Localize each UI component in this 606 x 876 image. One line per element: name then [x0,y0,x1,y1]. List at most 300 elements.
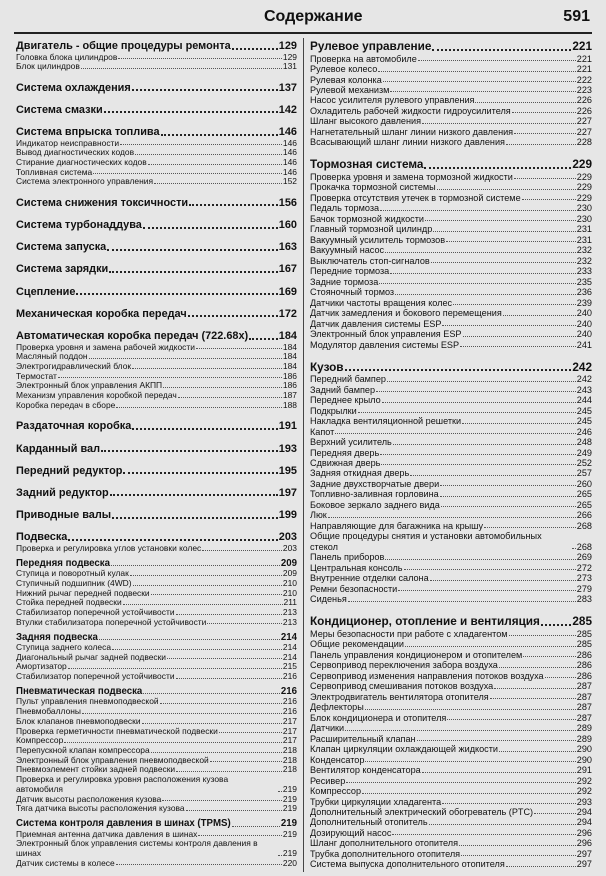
dot-leader [104,111,278,113]
toc-page-number: 216 [280,686,297,698]
dot-leader [417,740,576,741]
toc-page-number: 243 [576,384,592,395]
dot-leader [348,601,576,602]
toc-page-number: 219 [282,783,297,794]
page-number: 591 [563,8,590,25]
toc-page-number: 163 [278,241,297,254]
toc-entry-title: Вакуумный насос [310,245,385,256]
dot-leader [376,391,576,392]
toc-page-number: 218 [282,744,297,755]
dot-leader [410,475,576,476]
toc-entry-title: Передние тормоза [310,266,390,277]
toc-page-number: 169 [278,285,297,298]
toc-section [310,158,592,172]
dot-leader [68,539,277,541]
toc-right-column [310,40,592,870]
toc-page-number: 211 [283,597,297,608]
page-header [14,6,592,34]
toc-page-number: 296 [576,827,592,838]
toc-page-number: 226 [576,105,592,116]
dot-leader [160,703,282,704]
toc-entry [310,671,592,681]
toc-entry-title: Капот [310,426,335,437]
toc-page-number: 209 [282,568,297,579]
toc-entry-title: Кузов [310,360,344,374]
toc-entry [310,395,592,405]
toc-entry-title: Масляный поддон [16,351,88,362]
dot-leader [202,550,282,551]
toc-entry-title: Проверка уровня и замена рабочей жидкости [16,341,195,352]
toc-page-number: 229 [576,182,592,193]
toc-entry-title: Топливная система [16,166,93,177]
dot-leader [198,835,282,836]
toc-entry [310,692,592,702]
toc-entry-title: Система снижения токсичности [16,196,189,209]
toc-page-number: 231 [576,224,592,235]
toc-page-number: 273 [576,573,592,584]
toc-page-number: 213 [282,616,297,627]
toc-page-number: 152 [282,176,297,187]
dot-leader [176,678,282,679]
toc-page-number: 214 [282,641,297,652]
toc-entry-title: Расширительный клапан [310,733,416,744]
toc-entry [310,629,592,639]
toc-entry-title: Задние тормоза [310,276,379,287]
toc-page-number: 129 [278,40,297,52]
toc-section [310,615,592,629]
toc-page-number: 222 [576,74,592,85]
toc-entry [310,458,592,468]
toc-entry [310,319,592,329]
toc-entry-title: Вывод диагностических кодов [16,147,135,158]
dot-leader [512,112,576,113]
toc-entry-title: Передняя подвеска [16,557,111,569]
dot-leader [433,231,576,232]
toc-entry [310,776,592,786]
toc-page-number: 209 [280,557,297,569]
dot-leader [545,677,576,678]
toc-page-number: 217 [282,725,297,736]
toc-page-number: 287 [576,702,592,713]
dot-leader [522,199,576,200]
toc-entry-title: Датчик давления системы ESP [310,318,442,329]
toc-page-number: 268 [576,520,592,531]
toc-entry-title: Карданный вал [16,442,101,455]
toc-page-number: 220 [282,857,297,868]
toc-page-number: 227 [576,116,592,127]
toc-entry-title: Приводные валы [16,509,112,522]
toc-page-number: 217 [282,735,297,746]
toc-entry-title: Амортизатор [16,661,67,672]
toc-page-number: 249 [576,447,592,458]
dot-leader [112,517,278,519]
toc-entry [16,401,297,411]
toc-entry-title: Система выпуска дополнительного отопителя [310,859,505,870]
toc-page-number: 241 [576,339,592,350]
dot-leader [186,810,282,811]
toc-entry [310,127,592,137]
toc-left-column [16,40,297,868]
toc-entry-title: Сервопривод изменения направления потоков воздуха [310,670,544,681]
toc-page-number: 229 [576,171,592,182]
toc-page-number: 239 [576,297,592,308]
dot-leader [99,639,280,640]
toc-page-number: 216 [282,696,297,707]
toc-entry [310,298,592,308]
dot-leader [380,454,576,455]
toc-entry-title: Блок кондиционера и отопителя [310,712,447,723]
toc-section [16,443,297,456]
toc-page-number: 186 [282,380,297,391]
toc-page-number: 228 [576,137,592,148]
toc-page-number: 287 [576,691,592,702]
toc-page-number: 219 [282,793,297,804]
toc-entry-title: Панель приборов [310,552,385,563]
toc-entry-title: Рулевая колонка [310,74,382,85]
dot-leader [107,249,278,251]
toc-section [16,509,297,522]
toc-entry-title: Автоматическая коробка передач (722.68x) [16,330,249,343]
dot-leader [346,782,576,783]
toc-entry-title: Общие рекомендации [310,639,404,650]
toc-entry-title: Ресивер [310,775,346,786]
toc-entry-title: Переднее крыло [310,395,381,406]
toc-entry-title: Внутренние отделки салона [310,573,429,584]
toc-entry-title: Рулевое колесо [310,64,378,75]
toc-entry-title: Стойка передней подвески [16,597,122,608]
dot-leader [132,89,278,91]
toc-page-number: 184 [282,351,297,362]
toc-entry [310,54,592,64]
dot-leader [422,772,576,773]
dot-leader [441,506,576,507]
dot-leader [494,688,576,689]
toc-entry-title: Дополнительный электрический обогреватель (PTC) [310,806,534,817]
dot-leader [82,713,282,714]
toc-entry-title: Ступица заднего колеса [16,641,112,652]
toc-entry [16,672,297,682]
toc-entry-title: Сиденья [310,594,347,605]
dot-leader [385,559,575,560]
toc-entry [310,256,592,266]
toc-page-number: 257 [576,468,592,479]
toc-entry-title: Перепускной клапан компрессора [16,744,150,755]
toc-entry-title: Блок цилиндров [16,61,80,72]
toc-entry-title: Раздаточная коробка [16,420,132,433]
dot-leader [475,102,575,103]
dot-leader [143,227,278,229]
toc-page-number: 265 [576,489,592,500]
column-divider [303,38,304,872]
toc-page-number: 244 [576,395,592,406]
dot-leader [431,262,576,263]
toc-page-number: 129 [282,51,297,62]
toc-entry-title: Головка блока цилиндров [16,51,118,62]
dot-leader [112,649,282,650]
dot-leader [422,123,576,124]
toc-page-number: 142 [278,103,297,116]
toc-entry [310,75,592,85]
toc-entry-title: Общие процедуры снятия и установки автомобильных стекол [310,531,542,552]
dot-leader [335,433,575,434]
toc-page-number: 242 [572,360,592,374]
dot-leader [328,517,576,518]
toc-page-number: 248 [576,437,592,448]
toc-entry-title: Система электронного управления [16,176,154,187]
dot-leader [176,614,282,615]
toc-entry-title: Модулятор давления системы ESP [310,339,460,350]
dot-leader [110,494,278,496]
toc-entry [310,85,592,95]
toc-entry-title: Проверка уровня и замена тормозной жидкости [310,171,513,182]
dot-leader [123,472,277,474]
toc-section [16,263,297,276]
toc-entry [310,531,592,552]
toc-entry [310,702,592,712]
toc-entry [310,744,592,754]
toc-page-number: 232 [576,245,592,256]
toc-entry [310,374,592,384]
dot-leader [93,173,282,174]
toc-entry-title: Подкрылки [310,405,357,416]
dot-leader [167,658,282,659]
toc-entry-title: Пульт управления пневмоподвеской [16,696,159,707]
toc-entry [310,563,592,573]
toc-page-number: 260 [576,478,592,489]
dot-leader [430,580,576,581]
toc-entry-title: Вентилятор конденсатора [310,765,421,776]
dot-leader [68,668,282,669]
toc-entry-title: Ремни безопасности [310,583,398,594]
dot-leader [395,294,576,295]
toc-entry-title: Датчик системы в колесе [16,857,115,868]
dot-leader [387,381,576,382]
toc-entry [310,95,592,105]
toc-page-number: 146 [282,147,297,158]
dot-leader [249,338,278,340]
dot-leader [509,635,576,636]
toc-entry-title: Охладитель рабочей жидкости гидроусилителя [310,105,511,116]
dot-leader [130,575,282,576]
dot-leader [453,304,576,305]
toc-entry [310,828,592,838]
toc-page-number: 217 [282,715,297,726]
toc-section [16,82,297,95]
toc-entry-title: Система впрыска топлива [16,126,160,139]
dot-leader [385,252,576,253]
toc-page-number: 223 [576,85,592,95]
toc-entry-title: Бачок тормозной жидкости [310,213,424,224]
toc-page-number: 290 [576,744,592,755]
toc-entry-title: Пневмобаллоны [16,706,81,717]
toc-section [16,286,297,299]
dot-leader [151,594,282,595]
toc-entry [310,552,592,562]
dot-leader [424,167,571,169]
toc-entry [310,193,592,203]
toc-entry-title: Стирание диагностических кодов [16,157,147,168]
dot-leader [345,730,576,731]
toc-page-number: 203 [282,542,297,553]
toc-entry-title: Стабилизатор поперечной устойчивости [16,606,175,617]
dot-leader [109,271,278,273]
toc-entry [16,177,297,187]
toc-page-number: 195 [278,464,297,477]
toc-page-number: 214 [280,631,297,643]
toc-entry-title: Задний редуктор [16,486,109,499]
dot-leader [534,813,576,814]
toc-section [16,308,297,321]
toc-page-number: 229 [572,158,592,172]
toc-entry [310,681,592,691]
toc-entry [310,817,592,827]
toc-entry [310,340,592,350]
toc-page-number: 245 [576,416,592,427]
dot-leader [135,154,282,155]
toc-entry-title: Система зарядки [16,263,109,276]
page-title: Содержание [264,8,363,25]
dot-leader [514,178,576,179]
dot-leader [163,387,282,388]
toc-page-number: 131 [282,61,297,72]
toc-entry [16,859,297,869]
dot-leader [132,428,278,430]
toc-entry [16,362,297,372]
dot-leader [442,325,575,326]
toc-page-number: 146 [282,157,297,168]
toc-entry [16,618,297,628]
dot-leader [196,348,282,349]
dot-leader [404,569,576,570]
dot-leader [143,693,280,694]
toc-entry-title: Сервопривод переключения забора воздуха [310,660,498,671]
toc-section [16,818,297,829]
dot-leader [462,423,576,424]
dot-leader [461,855,576,856]
toc-entry [310,406,592,416]
toc-entry [310,224,592,234]
dot-leader [484,527,576,528]
toc-page-number: 283 [576,594,592,605]
toc-page-number: 160 [278,219,297,232]
dot-leader [506,866,576,867]
toc-entry [310,329,592,339]
toc-entry-title: Втулки стабилизатора поперечной устойчивости [16,616,207,627]
toc-entry [310,172,592,182]
toc-entry [310,510,592,520]
dot-leader [64,742,282,743]
toc-entry [310,287,592,297]
toc-page-number: 216 [282,706,297,717]
toc-page-number: 287 [576,712,592,723]
toc-entry-title: Главный тормозной цилиндр [310,224,433,235]
dot-leader [490,698,576,699]
toc-page-number: 226 [576,95,592,106]
toc-entry-title: Дозирующий насос [310,827,392,838]
toc-entry [310,116,592,126]
dot-leader [151,752,282,753]
toc-page-number: 227 [576,126,592,137]
toc-page-number: 219 [282,828,297,839]
toc-entry [310,182,592,192]
toc-page-number: 286 [576,670,592,681]
toc-page-number: 285 [576,639,592,650]
dot-leader [506,144,576,145]
toc-page-number: 215 [282,661,297,672]
toc-page-number: 268 [576,541,592,552]
toc-page-number: 197 [278,486,297,499]
toc-page-number: 184 [278,330,297,343]
dot-leader [418,60,576,61]
dot-leader [111,565,280,566]
toc-section [16,420,297,433]
toc-page-number: 286 [576,649,592,660]
toc-entry-title: Пневматическая подвеска [16,686,143,698]
toc-entry [310,573,592,583]
toc-entry [310,489,592,499]
toc-entry-title: Система запуска [16,241,107,254]
dot-leader [142,723,282,724]
toc-entry-title: Вакуумный усилитель тормозов [310,234,446,245]
toc-entry-title: Нагнетательный шланг линии низкого давления [310,126,514,137]
toc-entry [310,385,592,395]
toc-entry-title: Проверка на автомобиле [310,53,417,64]
toc-entry [310,448,592,458]
toc-entry-title: Система охлаждения [16,81,131,94]
toc-entry-title: Люк [310,510,327,521]
toc-entry-title: Боковое зеркало заднего вида [310,499,440,510]
toc-section [16,241,297,254]
toc-entry [310,416,592,426]
toc-page-number: 213 [282,606,297,617]
toc-entry [310,713,592,723]
toc-entry-title: Шланг высокого давления [310,116,422,127]
toc-page-number: 214 [282,651,297,662]
toc-section [16,531,297,544]
dot-leader [499,751,576,752]
toc-page-number: 294 [576,817,592,828]
toc-section [16,40,297,53]
dot-leader [379,283,576,284]
toc-page-number: 296 [576,838,592,849]
toc-section [16,219,297,232]
dot-leader [446,241,576,242]
toc-entry [310,500,592,510]
toc-entry-title: Система турбонаддува [16,219,142,232]
toc-entry-title: Двигатель - общие процедуры ремонта [16,40,231,52]
toc-page-number: 240 [576,329,592,340]
toc-entry-title: Панель управления кондиционером и отопителем [310,649,523,660]
dot-leader [447,719,575,720]
dot-leader [81,68,282,69]
toc-entry-title: Прокачка тормозной системы [310,182,436,193]
toc-entry [310,786,592,796]
toc-entry [310,245,592,255]
dot-leader [405,646,576,647]
dot-leader [440,496,576,497]
toc-page-number: 235 [576,276,592,287]
dot-leader [442,803,576,804]
dot-leader [365,761,575,762]
toc-page-number: 229 [576,192,592,203]
toc-entry-title: Кондиционер, отопление и вентиляция [310,615,540,629]
toc-page-number: 191 [278,420,297,433]
dot-leader [116,407,282,408]
dot-leader [133,585,282,586]
dot-leader [358,412,576,413]
toc-page-number: 236 [576,287,592,298]
toc-page-number: 246 [576,426,592,437]
